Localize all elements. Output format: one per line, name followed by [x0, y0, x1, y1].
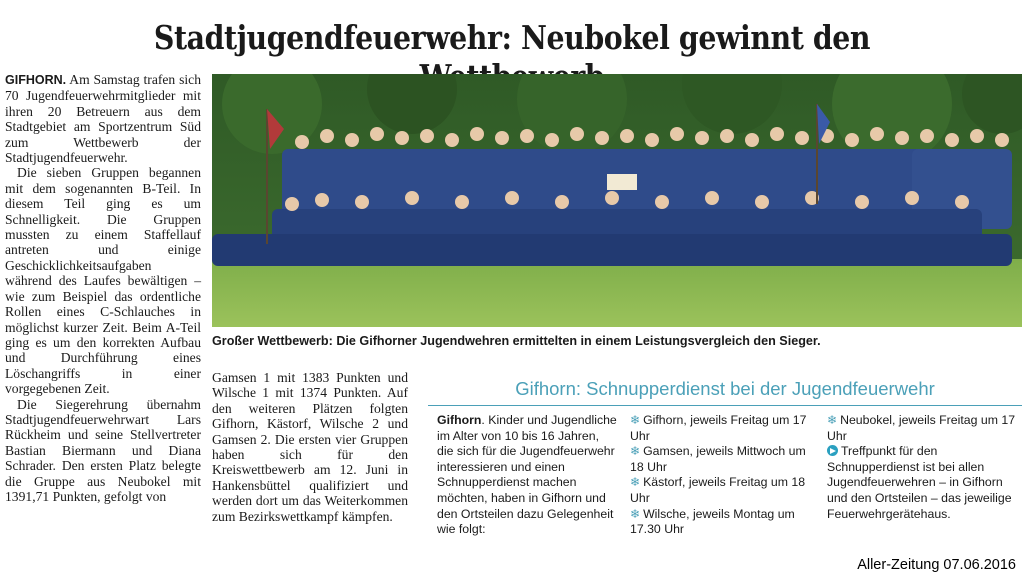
- schedule-item: [827, 413, 1017, 444]
- paragraph-text: Am Samstag trafen sich 70 Jugendfeuerwehrmitglieder mit ihren 20 Betreuern aus dem Stadtgebiet am Sportzentrum Süd zum Wettbewerb der Stadtjugendfeuerwehr.: [5, 72, 201, 166]
- snowflake-bullet-icon: ❄: [630, 444, 641, 459]
- photo-caption: Großer Wettbewerb: Die Gifhorner Jugendwehren ermittelten in einem Leistungsvergleich den Sieger.: [212, 334, 821, 348]
- infobox-divider: [428, 405, 1022, 406]
- schedule-text: Gamsen, jeweils Mittwoch um 18 Uhr: [630, 444, 806, 474]
- schedule-text: Kästorf, jeweils Freitag um 18 Uhr: [630, 475, 806, 505]
- infobox-schedule-column: [827, 413, 1017, 522]
- arrow-right-circle-icon: [827, 445, 838, 456]
- infobox-title: Gifhorn: Schnupperdienst bei der Jugendfeuerwehr: [515, 378, 935, 399]
- infobox-intro-text: . Kinder und Jugendliche im Alter von 10 bis 16 Jahren, die sich für die Jugendfeuerwehr interessieren und einen Schnupperdienst machen möchten, haben in Gifhorn und den Ortsteilen dazu Gelegenheit wie folgt:: [437, 413, 617, 537]
- schedule-item: [630, 413, 815, 444]
- schedule-text: Wilsche, jeweils Montag um 17.30 Uhr: [630, 506, 795, 537]
- article-paragraph: Gamsen 1 mit 1383 Punkten und Wilsche 1 mit 1374 Punkten. Auf den weiteren Plätzen folgten Gifhorn, Kästorf, Wilsche 2 und Gamsen 2. Die ersten vier Gruppen haben sich für den Kreiswettbewerb am 12. Juni in Hankensbüttel qualifiziert und werden dort um das Weiterkommen zum Bezirkswettkampf kämpfen.: [212, 370, 408, 524]
- infobox-lead: Gifhorn: [437, 413, 482, 427]
- schedule-item: [630, 475, 815, 506]
- dateline: GIFHORN.: [5, 73, 67, 87]
- schedule-item: [630, 444, 815, 475]
- article-paragraph: Die sieben Gruppen begannen mit dem sogenannten B-Teil. In diesem Teil ging es um Schnelligkeit. Die Gruppen mussten zu einem Staffellauf antreten und einige Geschicklichkeitsaufgaben während des Laufes bewältigen – wie zum Beispiel das ordentliche Rollen eines C-Schlauches in möglichst kurzer Zeit. Beim A-Teil ging es um den korrekten Aufbau und Durchführung eines Löschangriffs in einer vorgegebenen Zeit.: [5, 165, 201, 397]
- meeting-note: [827, 444, 1017, 522]
- infobox-schedule-column: [630, 413, 815, 538]
- schedule-text: Neubokel, jeweils Freitag um 17 Uhr: [827, 413, 1016, 443]
- snowflake-bullet-icon: ❄: [630, 475, 641, 490]
- article-paragraph: [5, 72, 201, 165]
- schedule-text: Gifhorn, jeweils Freitag um 17 Uhr: [630, 413, 807, 443]
- headline: Stadtjugendfeuerwehr: Neubokel gewinnt den: [153, 18, 871, 57]
- article-column-middle: [212, 370, 408, 524]
- note-text: Treffpunkt für den Schnupperdienst ist bei allen Jugendfeuerwehren – in Gifhorn und den Ortsteilen – das jeweilige Feuerwehrgerätehaus.: [827, 444, 1012, 521]
- snowflake-bullet-icon: ❄: [827, 413, 838, 427]
- source-credit: Aller-Zeitung 07.06.2016: [857, 557, 1016, 573]
- group-photo: [212, 74, 1022, 327]
- schedule-item: [630, 507, 815, 538]
- article-column-left: [5, 72, 201, 504]
- snowflake-bullet-icon: ❄: [630, 413, 641, 427]
- infobox-intro: [437, 413, 617, 538]
- snowflake-bullet-icon: ❄: [630, 506, 641, 521]
- article-paragraph: Die Siegerehrung übernahm Stadtjugendfeuerwehrwart Lars Rückheim und seine Stellvertreter Bastian Biermann und Diana Schrader. Den ersten Platz belegte die Gruppe aus Neubokel mit 1391,71 Punkten, gefolgt von: [5, 396, 201, 504]
